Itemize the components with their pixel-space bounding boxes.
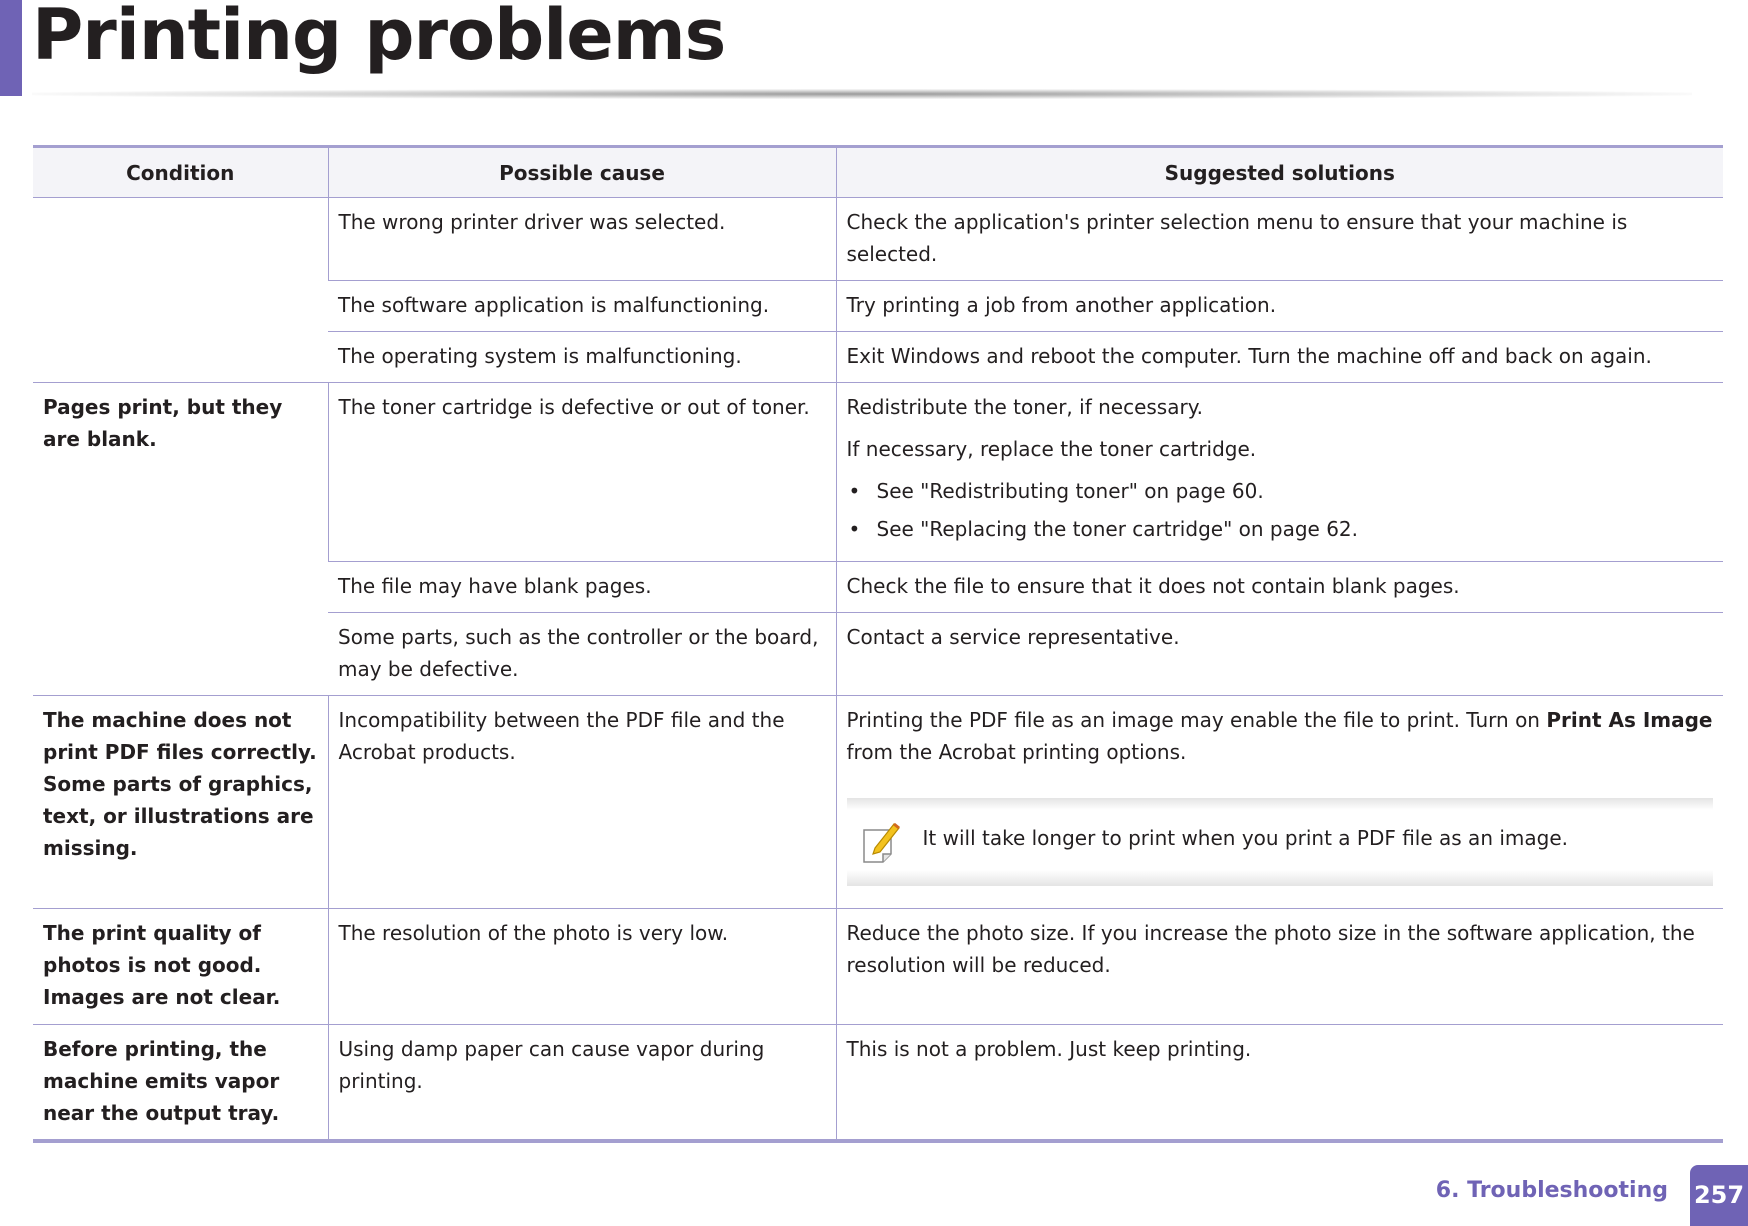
cause-cell: Some parts, such as the controller or the board, may be defective. [328,613,836,696]
title-divider [32,89,1692,99]
print-as-image-option: Print As Image [1546,708,1713,732]
solution-line: Redistribute the toner, if necessary. [846,395,1204,419]
solution-text [847,704,1714,768]
solution-cell [836,383,1723,562]
note-box [847,798,1714,886]
table-row [33,909,1723,1025]
title-accent-bar [0,0,22,96]
solution-cell: Reduce the photo size. If you increase the photo size in the software application, the resolution will be reduced. [836,909,1723,1025]
solution-cell: Try printing a job from another application. [836,281,1723,332]
solution-text-post: from the Acrobat printing options. [846,740,1187,764]
cause-cell: The toner cartridge is defective or out of toner. [328,383,836,562]
solution-line: If necessary, replace the toner cartridge. [846,437,1257,461]
table-row [33,198,1723,281]
table-header-row [33,147,1723,198]
bullet-link-replacing-toner-cartridge[interactable]: • See "Replacing the toner cartridge" on page 62. [847,513,1714,545]
table-row [33,1025,1723,1142]
condition-cell: Pages print, but they are blank. [33,383,328,696]
table-row [33,383,1723,562]
note-text: It will take longer to print when you print a PDF file as an image. [922,826,1568,850]
solution-cell: Check the application's printer selection menu to ensure that your machine is selected. [836,198,1723,281]
cause-cell: The file may have blank pages. [328,562,836,613]
solution-text-pre: Printing the PDF file as an image may enable the file to print. Turn on [846,708,1547,732]
cause-cell: Incompatibility between the PDF file and the Acrobat products. [328,696,836,909]
note-pencil-icon [861,820,901,864]
cause-cell: Using damp paper can cause vapor during printing. [328,1025,836,1142]
cause-cell: The operating system is malfunctioning. [328,332,836,383]
footer-section-label: 6. Troubleshooting [1435,1178,1668,1203]
cause-cell: The resolution of the photo is very low. [328,909,836,1025]
column-header-cause: Possible cause [328,147,836,198]
solution-cell: This is not a problem. Just keep printing. [836,1025,1723,1142]
page-number-badge: 257 [1690,1165,1748,1226]
page-title: Printing problems [32,0,726,76]
cause-cell: The software application is malfunctioning. [328,281,836,332]
solution-cell [836,696,1723,909]
condition-cell: Before printing, the machine emits vapor near the output tray. [33,1025,328,1142]
column-header-condition: Condition [33,147,328,198]
condition-cell [33,198,328,383]
troubleshooting-table [33,145,1723,1143]
solution-cell: Check the file to ensure that it does not contain blank pages. [836,562,1723,613]
cause-cell: The wrong printer driver was selected. [328,198,836,281]
solution-cell: Contact a service representative. [836,613,1723,696]
column-header-solution: Suggested solutions [836,147,1723,198]
solution-cell: Exit Windows and reboot the computer. Turn the machine off and back on again. [836,332,1723,383]
table-row [33,696,1723,909]
bullet-link-redistributing-toner[interactable]: • See "Redistributing toner" on page 60. [847,475,1714,507]
condition-cell: The machine does not print PDF files correctly. Some parts of graphics, text, or illustrations are missing. [33,696,328,909]
condition-cell: The print quality of photos is not good. Images are not clear. [33,909,328,1025]
